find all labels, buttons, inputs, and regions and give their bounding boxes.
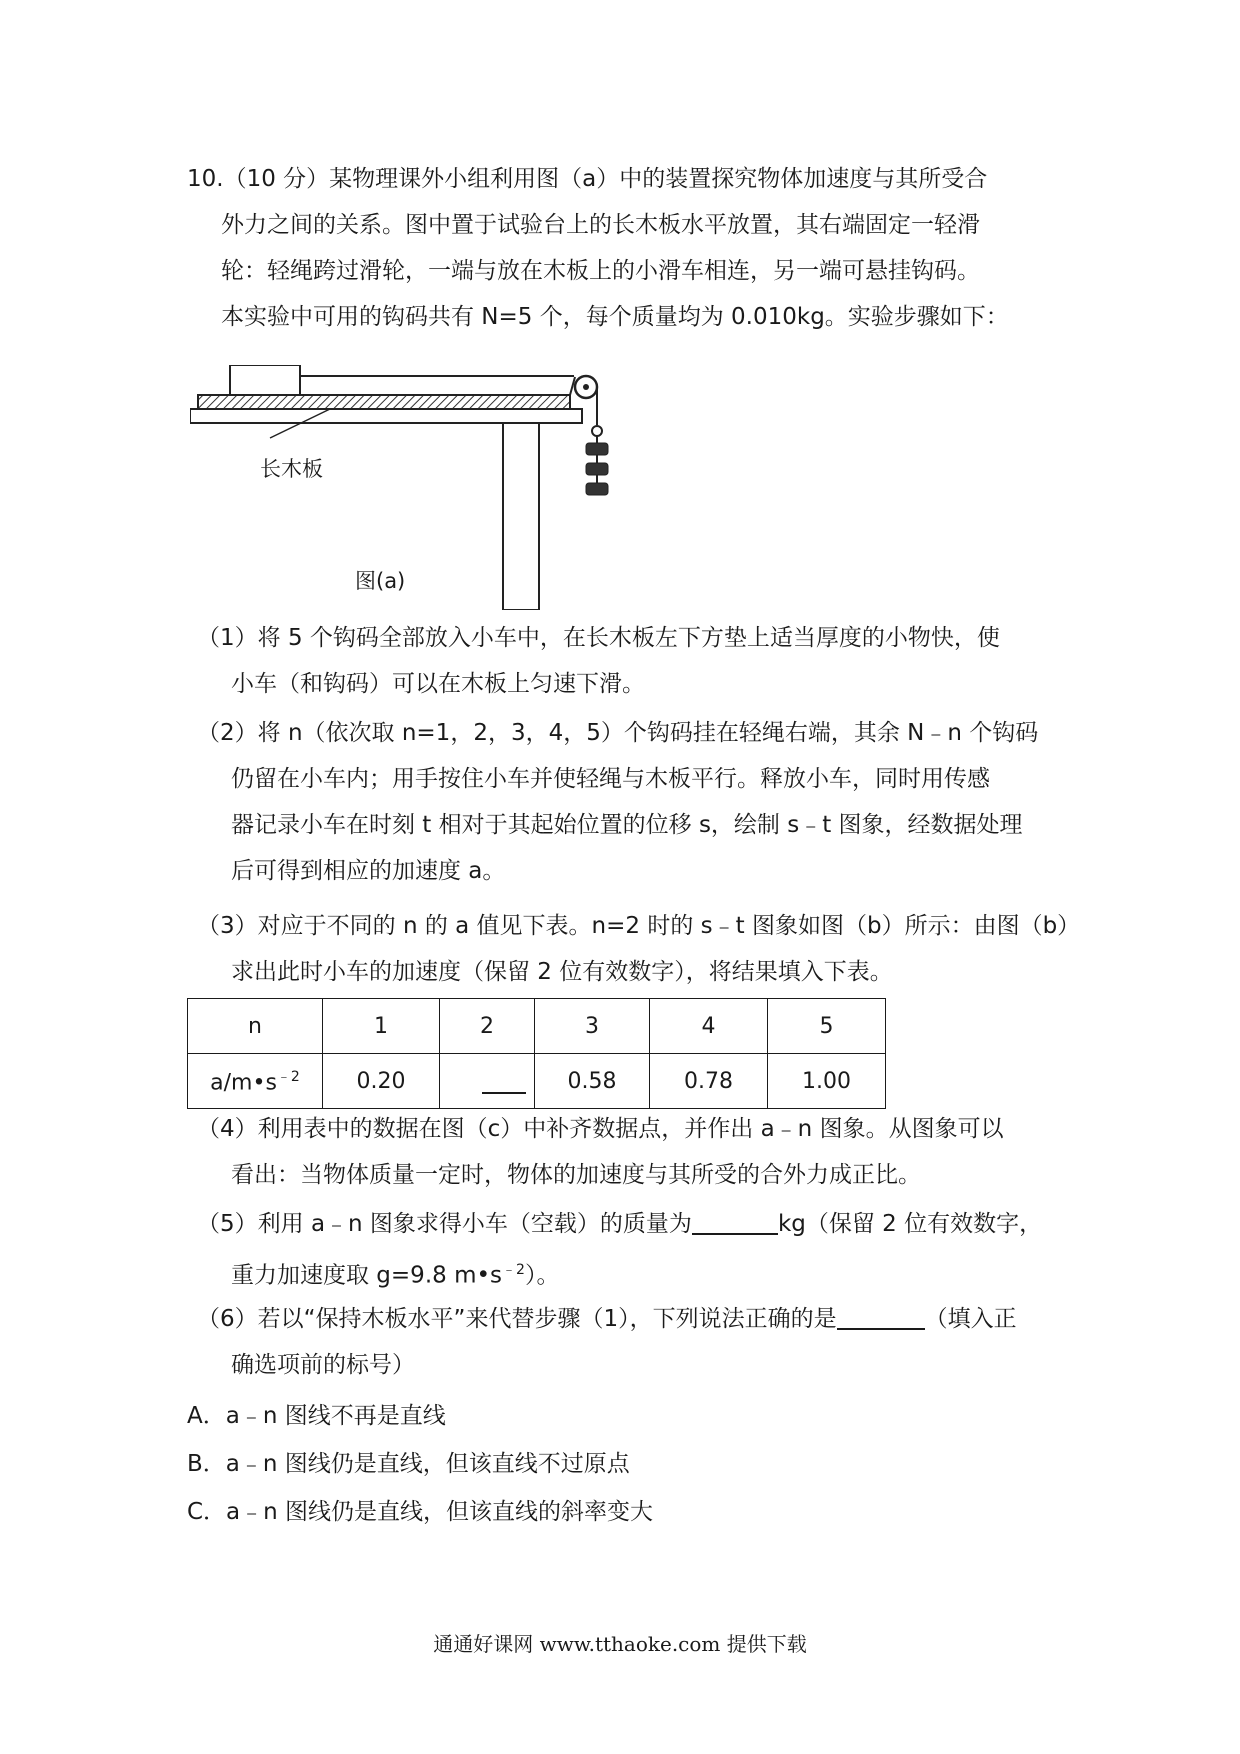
long-board bbox=[198, 395, 570, 409]
mass-answer-blank[interactable] bbox=[692, 1207, 778, 1235]
table-row bbox=[188, 1054, 886, 1109]
figure-caption: 图(a) bbox=[355, 569, 406, 593]
option-b: B．a﹣n 图线仍是直线，但该直线不过原点 bbox=[187, 1451, 630, 1477]
intro-line: 10.（10 分）某物理课外小组利用图（a）中的装置探究物体加速度与其所受合 bbox=[187, 166, 988, 192]
question-intro bbox=[187, 156, 1009, 340]
option-c: C．a﹣n 图线仍是直线，但该直线的斜率变大 bbox=[187, 1499, 654, 1525]
table-header-cell: n bbox=[188, 999, 323, 1054]
value-cell: 0.20 bbox=[323, 1054, 440, 1109]
step-1: （1）将 5 个钩码全部放入小车中，在长木板左下方垫上适当厚度的小物快，使 小车（和钩码）可以在木板上匀速下滑。 bbox=[197, 625, 1000, 697]
page-footer: 通通好课网 www.tthaoke.com 提供下载 bbox=[433, 1632, 807, 1656]
table-header-cell: 4 bbox=[650, 999, 768, 1054]
row-label-cell: $a/m•s^{﹣2}$ bbox=[188, 1054, 323, 1109]
table-leg bbox=[503, 423, 539, 610]
intro-line: 轮：轻绳跨过滑轮，一端与放在木板上的小滑车相连，另一端可悬挂钩码。 bbox=[221, 258, 980, 284]
step-5: （5）利用 a﹣n 图象求得小车（空载）的质量为 kg（保留 2 位有效数字， 重力加速度取 g=9.8 $m•s^{﹣2}$）。 bbox=[197, 1201, 1042, 1299]
table-header-cell: 3 bbox=[535, 999, 650, 1054]
step-2: （2）将 n（依次取 n=1，2，3，4，5）个钩码挂在轻绳右端，其余 N﹣n 个钩码 仍留在小车内；用手按住小车并使轻绳与木板平行。释放小车，同时用传感 器记录小车在时刻 t 相对于其起始位置的位移 s，绘制 s﹣t 图象，经数据处理 后可得到相应的加速度 a。 bbox=[197, 720, 1039, 884]
cart bbox=[230, 365, 300, 395]
table-header-cell: 5 bbox=[768, 999, 886, 1054]
table-header-cell: 2 bbox=[440, 999, 535, 1054]
figure-a bbox=[190, 365, 620, 610]
value-cell: 0.78 bbox=[650, 1054, 768, 1109]
step-4: （4）利用表中的数据在图（c）中补齐数据点，并作出 a﹣n 图象。从图象可以 看出：当物体质量一定时，物体的加速度与其所受的合外力成正比。 bbox=[197, 1116, 1004, 1188]
intro-line: 本实验中可用的钩码共有 N=5 个，每个质量均为 0.010kg。实验步骤如下： bbox=[221, 304, 1009, 330]
value-cell: 0.58 bbox=[535, 1054, 650, 1109]
table-top bbox=[190, 409, 582, 423]
step-6: （6）若以“保持木板水平”来代替步骤（1），下列说法正确的是 （填入正 确选项前的标号） bbox=[197, 1296, 1017, 1388]
intro-line: 外力之间的关系。图中置于试验台上的长木板水平放置，其右端固定一轻滑 bbox=[221, 212, 980, 238]
answer-blank-cell[interactable] bbox=[440, 1054, 535, 1109]
answer-blank[interactable] bbox=[482, 1066, 526, 1094]
table-header-cell: 1 bbox=[323, 999, 440, 1054]
option-a: A．a﹣n 图线不再是直线 bbox=[187, 1403, 446, 1429]
hook bbox=[592, 426, 602, 436]
board-label: 长木板 bbox=[260, 457, 323, 481]
table-row bbox=[188, 999, 886, 1054]
acceleration-table bbox=[187, 998, 886, 1109]
choice-answer-blank[interactable] bbox=[837, 1302, 925, 1330]
value-cell: 1.00 bbox=[768, 1054, 886, 1109]
options-list bbox=[187, 1392, 653, 1536]
hanging-masses bbox=[586, 443, 608, 495]
step-3: （3）对应于不同的 n 的 a 值见下表。n=2 时的 s﹣t 图象如图（b）所示：由图（b） 求出此时小车的加速度（保留 2 位有效数字），将结果填入下表。 bbox=[197, 913, 1081, 985]
